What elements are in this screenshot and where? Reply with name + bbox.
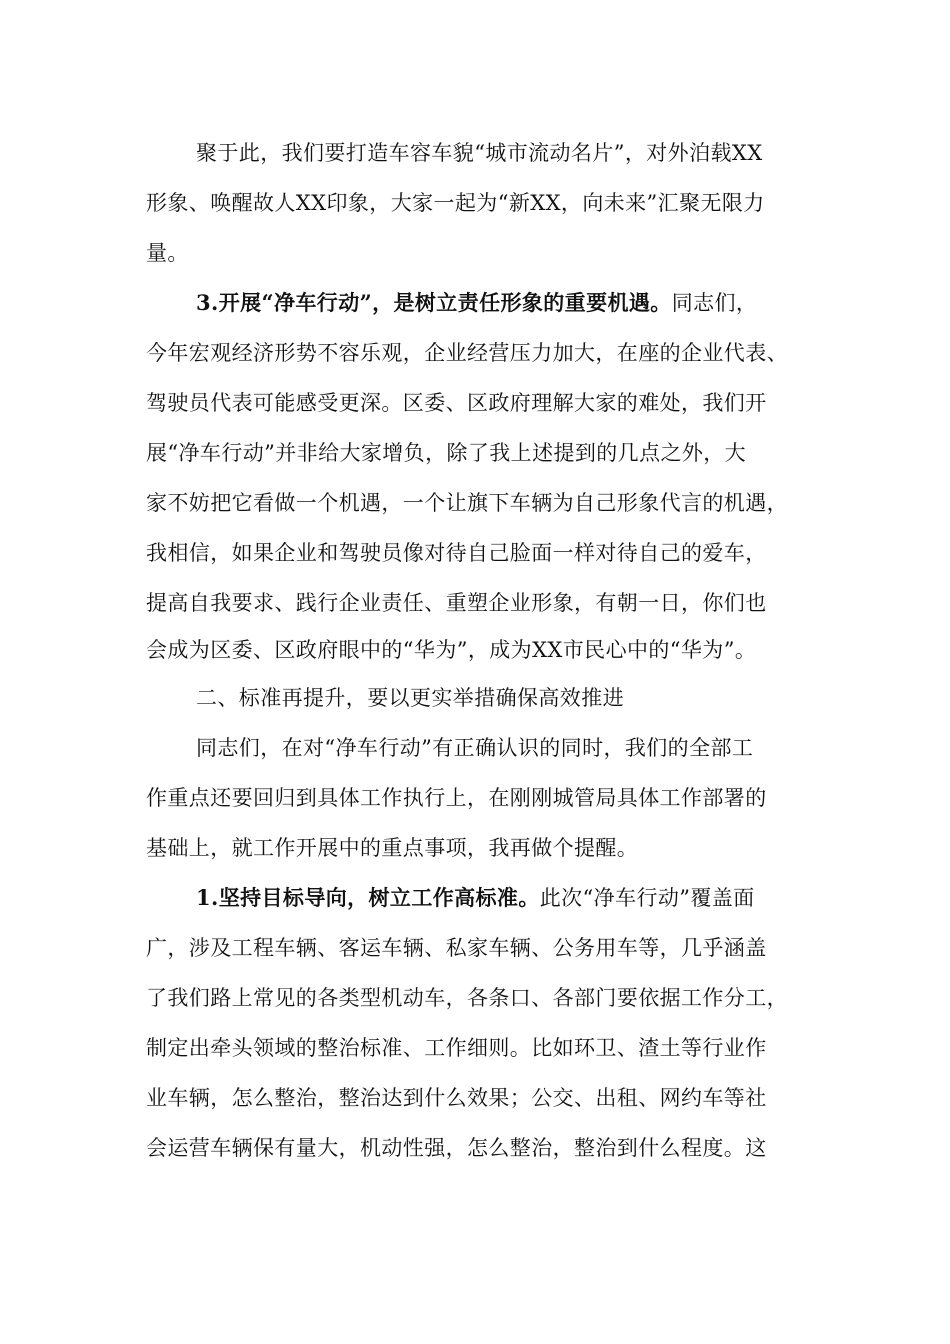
text-line: 展“净车行动”并非给大家增负，除了我上述提到的几点之外，大: [146, 441, 747, 465]
text-line: 制定出牵头领域的整治标准、工作细则。比如环卫、渣土等行业作: [146, 1036, 767, 1060]
text-line: 作重点还要回归到具体工作执行上，在刚刚城管局具体工作部署的: [146, 786, 767, 810]
text-line: 聚于此，我们要打造车容车貌“城市流动名片”，对外泊载XX: [196, 141, 763, 165]
text-span: 同志们，: [671, 291, 758, 315]
text-line: 基础上，就工作开展中的重点事项，我再做个提醒。: [146, 836, 639, 860]
point-heading: 3.开展“净车行动”，是树立责任形象的重要机遇。: [196, 290, 672, 315]
text-span: 此次“净车行动”覆盖面: [539, 886, 755, 910]
text-line: 量。: [146, 241, 189, 265]
text-line: 了我们路上常见的各类型机动车，各条口、各部门要依据工作分工，: [146, 986, 788, 1010]
text-line: 业车辆，怎么整治，整治达到什么效果；公交、出租、网约车等社: [146, 1086, 767, 1110]
text-line: 驾驶员代表可能感受更深。区委、区政府理解大家的难处，我们开: [146, 391, 767, 415]
text-line: 形象、唤醒故人XX印象，大家一起为“新XX，向未来”汇聚无限力: [146, 191, 765, 215]
text-line: 会运营车辆保有量大，机动性强，怎么整治，整治到什么程度。这: [146, 1136, 767, 1160]
text-line: [196, 878, 755, 918]
text-line: 同志们，在对“净车行动”有正确认识的同时，我们的全部工: [196, 736, 754, 760]
section-heading: 二、标准再提升，要以更实举措确保高效推进: [196, 686, 624, 710]
text-line: [196, 283, 757, 323]
text-line: 提高自我要求、践行企业责任、重塑企业形象，有朝一日，你们也: [146, 591, 767, 615]
text-line: 家不妨把它看做一个机遇，一个让旗下车辆为自己形象代言的机遇，: [146, 491, 788, 515]
text-line: 我相信，如果企业和驾驶员像对待自己脸面一样对待自己的爱车，: [146, 541, 767, 565]
text-line: 今年宏观经济形势不容乐观，企业经营压力加大，在座的企业代表、: [146, 341, 788, 365]
text-line: 会成为区委、区政府眼中的“华为”，成为XX市民心中的“华为”。: [146, 638, 757, 662]
point-heading: 1.坚持目标导向，树立工作高标准。: [196, 885, 540, 910]
text-line: 广，涉及工程车辆、客运车辆、私家车辆、公务用车等，几乎涵盖: [146, 936, 767, 960]
